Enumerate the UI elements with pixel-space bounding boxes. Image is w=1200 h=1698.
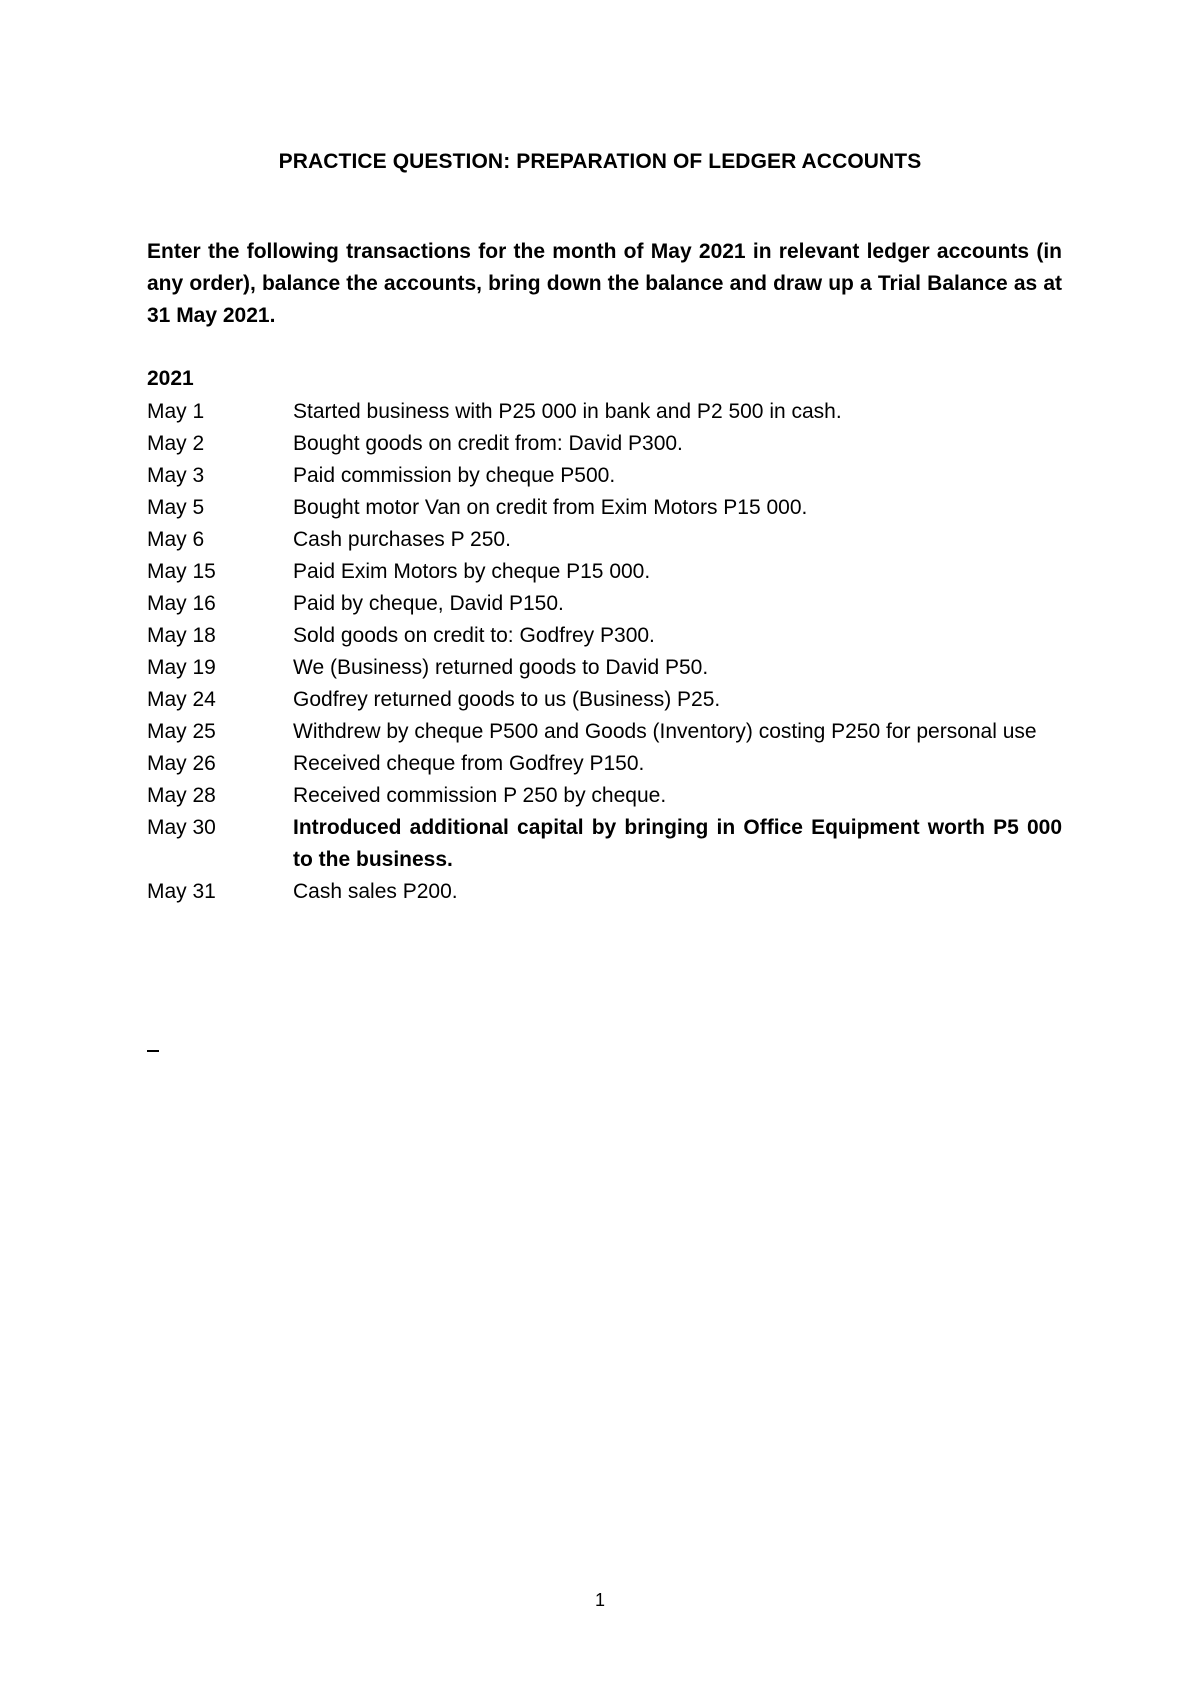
transaction-row (147, 460, 1062, 492)
transaction-row (147, 780, 1062, 812)
transaction-row (147, 492, 1062, 524)
transaction-description: Bought goods on credit from: David P300. (293, 432, 683, 455)
transaction-row (147, 428, 1062, 460)
instructions-paragraph: Enter the following transactions for the month of May 2021 in relevant ledger accounts (in any order), balance the accounts, bring down the balance and draw up a Trial Balance as at 31 May 2021. (147, 240, 1062, 327)
document-title: PRACTICE QUESTION: PREPARATION OF LEDGER ACCOUNTS (278, 150, 922, 173)
transaction-description: Paid Exim Motors by cheque P15 000. (293, 560, 651, 583)
transaction-row (147, 812, 1062, 876)
transaction-date: May 2 (147, 432, 205, 455)
transaction-date: May 15 (147, 560, 216, 583)
transaction-date: May 5 (147, 496, 205, 519)
transaction-row (147, 876, 1062, 908)
transaction-row (147, 556, 1062, 588)
transaction-date: May 6 (147, 528, 205, 551)
year-heading: 2021 (147, 367, 194, 390)
transaction-date: May 24 (147, 688, 216, 711)
page-number: 1 (594, 1590, 605, 1610)
transaction-row (147, 524, 1062, 556)
transaction-date: May 1 (147, 400, 205, 423)
transaction-description: Started business with P25 000 in bank and P2 500 in cash. (293, 400, 842, 423)
transaction-description: Godfrey returned goods to us (Business) P25. (293, 688, 721, 711)
transaction-description: Cash purchases P 250. (293, 528, 511, 551)
transaction-description: Cash sales P200. (293, 880, 458, 903)
dash-mark (147, 1050, 159, 1052)
transaction-description: Paid by cheque, David P150. (293, 592, 564, 615)
transaction-date: May 19 (147, 656, 216, 679)
transaction-date: May 16 (147, 592, 216, 615)
transaction-description: Received commission P 250 by cheque. (293, 784, 667, 807)
transaction-row (147, 588, 1062, 620)
transaction-row (147, 620, 1062, 652)
transaction-date: May 31 (147, 880, 216, 903)
transaction-date: May 28 (147, 784, 216, 807)
transaction-row (147, 652, 1062, 684)
transaction-list (147, 396, 1062, 908)
transaction-description: Sold goods on credit to: Godfrey P300. (293, 624, 655, 647)
transaction-row (147, 396, 1062, 428)
transaction-date: May 3 (147, 464, 205, 487)
transaction-row (147, 684, 1062, 716)
transaction-row (147, 716, 1062, 748)
transaction-date: May 30 (147, 816, 216, 839)
transaction-row (147, 748, 1062, 780)
transaction-description: Introduced additional capital by bringing in Office Equipment worth P5 000 to the business. (293, 816, 1062, 871)
transaction-date: May 18 (147, 624, 216, 647)
transaction-description: Withdrew by cheque P500 and Goods (Inventory) costing P250 for personal use (293, 720, 1037, 743)
transaction-description: Paid commission by cheque P500. (293, 464, 616, 487)
transaction-description: Bought motor Van on credit from Exim Motors P15 000. (293, 496, 808, 519)
transaction-description: We (Business) returned goods to David P50. (293, 656, 709, 679)
transaction-description: Received cheque from Godfrey P150. (293, 752, 645, 775)
transaction-date: May 26 (147, 752, 216, 775)
transaction-date: May 25 (147, 720, 216, 743)
